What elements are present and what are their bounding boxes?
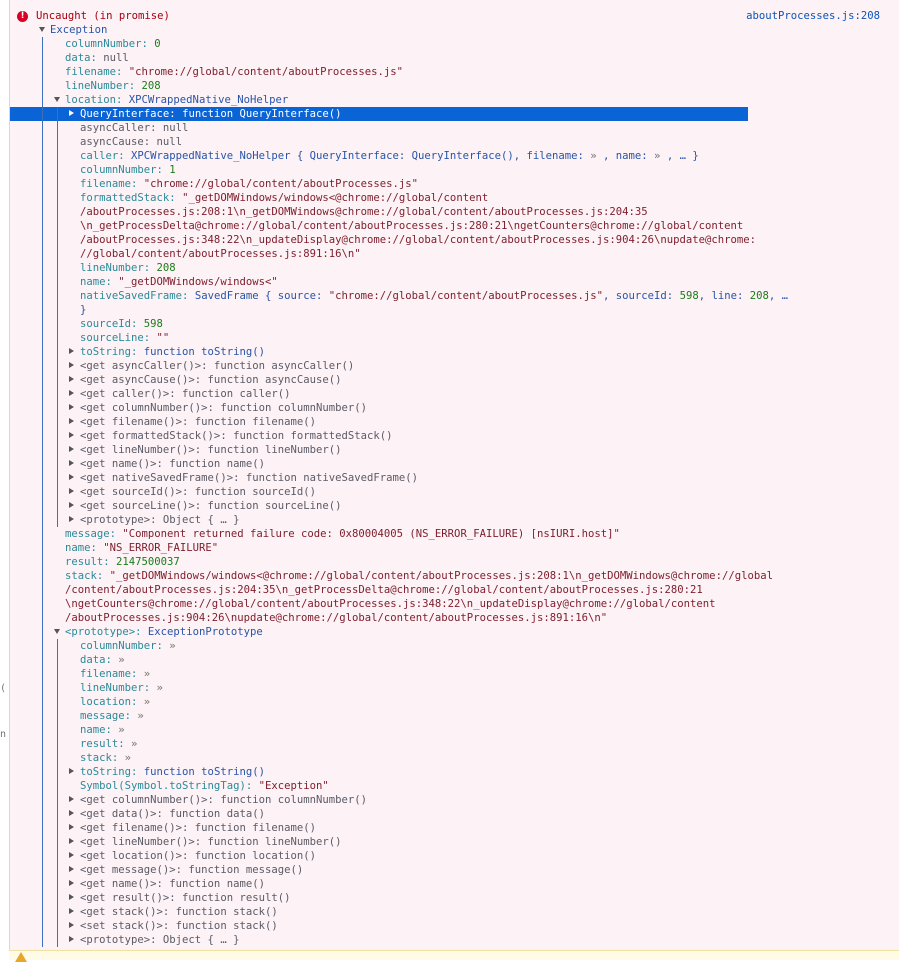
tree-node-text [80, 849, 316, 863]
tree-node-text [65, 51, 129, 65]
tree-node-token: data: [65, 52, 104, 64]
tree-node-token: "chrome://global/content/aboutProcesses.js" [128, 66, 404, 78]
tree-node-token: /content/aboutProcesses.js:204:35\n_getProcessDelta@chrome://global/content/aboutProcesses.js:280:21 [65, 584, 703, 596]
tree-node-token[interactable]: » [156, 682, 163, 694]
tree-node [10, 751, 899, 765]
tree-node-token: "Exception" [258, 780, 329, 792]
tree-node[interactable] [10, 821, 899, 835]
tree-node-token: asyncCaller: [80, 122, 163, 134]
tree-node-text [80, 135, 182, 149]
tree-node [10, 219, 899, 233]
tree-node-token: <get name()>: function name() [80, 458, 265, 470]
tree-node-token: lineNumber: [65, 80, 142, 92]
tree-node-text [50, 23, 107, 37]
tree-node-text [80, 807, 265, 821]
tree-node-text [80, 345, 265, 359]
tree-node [10, 723, 899, 737]
tree-node-token: caller: [80, 150, 132, 162]
expand-arrow-closed-icon[interactable] [69, 432, 74, 438]
tree-node-token: <get lineNumber()>: function lineNumber() [80, 444, 342, 456]
tree-node [10, 583, 899, 597]
tree-node [10, 149, 899, 163]
tree-node-token: Symbol(Symbol.toStringTag): [80, 780, 259, 792]
expand-arrow-closed-icon[interactable] [69, 908, 74, 914]
tree-node-token: columnNumber: [80, 640, 170, 652]
tree-node[interactable] [10, 765, 899, 779]
expand-arrow-closed-icon[interactable] [69, 880, 74, 886]
tree-node-token: , line: [698, 290, 750, 302]
tree-node [10, 247, 899, 261]
tree-node[interactable] [10, 877, 899, 891]
tree-indent-guide [57, 107, 58, 527]
tree-node-text [80, 107, 342, 121]
tree-node-token[interactable]: » [118, 654, 125, 666]
tree-node-text [65, 611, 607, 625]
tree-node [10, 681, 899, 695]
tree-node-text [65, 79, 161, 93]
tree-node-token: "chrome://global/content/aboutProcesses.js" [328, 290, 604, 302]
tree-node[interactable] [10, 905, 899, 919]
tree-node-text [80, 387, 290, 401]
tree-node-text [80, 177, 418, 191]
tree-node-text [80, 443, 342, 457]
tree-node-token: "_getDOMWindows/windows<@chrome://global/content [182, 192, 489, 204]
tree-node-text [80, 247, 361, 261]
tree-node-token: null [156, 136, 183, 148]
tree-node-token: location: [65, 94, 129, 106]
expand-arrow-closed-icon[interactable] [69, 838, 74, 844]
tree-node-token[interactable]: » [118, 724, 125, 736]
tree-node-text [80, 933, 239, 947]
tree-node-token: message: [65, 528, 123, 540]
tree-node-text [80, 821, 316, 835]
tree-node-token: <get filename()>: function filename() [80, 822, 316, 834]
tree-node-text [80, 919, 278, 933]
expand-arrow-closed-icon[interactable] [69, 824, 74, 830]
tree-node-text [80, 513, 239, 527]
tree-node [10, 611, 899, 625]
expand-arrow-closed-icon[interactable] [69, 390, 74, 396]
tree-node-token[interactable]: » [124, 752, 132, 764]
expand-arrow-open-icon[interactable] [54, 629, 60, 634]
tree-node-text [80, 723, 125, 737]
tree-node-text [80, 205, 648, 219]
tree-node-token: function toString() [143, 766, 265, 778]
tree-node-token[interactable]: » [137, 710, 144, 722]
expand-arrow-closed-icon[interactable] [69, 488, 74, 494]
tree-node [10, 555, 899, 569]
tree-node-token: filename: [65, 66, 129, 78]
tree-node-token: asyncCause: [80, 136, 157, 148]
tree-node-token: 2147500037 [116, 556, 180, 568]
tree-node-token: result: [80, 738, 132, 750]
tree-node[interactable] [10, 807, 899, 821]
tree-node-text [80, 303, 86, 317]
tree-node-token[interactable]: » [143, 668, 151, 680]
tree-node-token: , sourceId: [603, 290, 680, 302]
tree-node-token: <get sourceId()>: function sourceId() [80, 486, 316, 498]
expand-arrow-closed-icon[interactable] [69, 348, 74, 354]
tree-node-text [80, 485, 316, 499]
tree-node-token: <get asyncCaller()>: function asyncCaller() [80, 360, 355, 372]
tree-node [10, 569, 899, 583]
expand-arrow-closed-icon[interactable] [69, 362, 74, 368]
tree-node[interactable] [10, 387, 899, 401]
tree-node-token: name: [80, 276, 119, 288]
tree-node-token: "_getDOMWindows/windows<@chrome://global/content/aboutProcesses.js:208:1\n_getDOMWindows@chrome://global [109, 570, 773, 582]
tree-node-text [80, 289, 788, 303]
tree-node[interactable] [10, 793, 899, 807]
tree-node-text [65, 597, 716, 611]
tree-node[interactable] [10, 835, 899, 849]
tree-node [10, 639, 899, 653]
tree-node [10, 331, 899, 345]
tree-node-text [80, 499, 342, 513]
tree-node[interactable] [10, 849, 899, 863]
tree-node [10, 163, 899, 177]
tree-node-text [65, 527, 620, 541]
tree-node[interactable] [10, 485, 899, 499]
tree-node-token: location: [80, 696, 144, 708]
tree-node-text [80, 261, 176, 275]
tree-node [10, 653, 899, 667]
tree-node-token: stack: [80, 752, 125, 764]
tree-node-token: filename: [80, 668, 144, 680]
tree-node-text [65, 37, 161, 51]
tree-node-token: toString: [80, 766, 144, 778]
tree-node[interactable] [10, 345, 899, 359]
tree-node[interactable] [10, 373, 899, 387]
source-location-link[interactable]: aboutProcesses.js:208 [746, 10, 880, 22]
tree-node[interactable] [10, 919, 899, 933]
tree-node-token: <get formattedStack()>: function formattedStack() [80, 430, 393, 442]
expand-arrow-open-icon[interactable] [54, 97, 60, 102]
expand-arrow-closed-icon[interactable] [69, 502, 74, 508]
tree-node-token: <get message()>: function message() [80, 864, 304, 876]
tree-node-text [80, 149, 699, 163]
tree-node [10, 51, 899, 65]
tree-node-token: lineNumber: [80, 262, 157, 274]
tree-node [10, 275, 899, 289]
tree-node-token[interactable]: » [131, 738, 138, 750]
tree-node-token: stack: [65, 570, 110, 582]
tree-node [10, 667, 899, 681]
tree-node-token: lineNumber: [80, 682, 157, 694]
expand-arrow-closed-icon[interactable] [69, 460, 74, 466]
tree-node-token: "_getDOMWindows/windows<" [118, 276, 278, 288]
tree-node-token: /aboutProcesses.js:208:1\n_getDOMWindows@chrome://global/content/aboutProcesses.js:204:35 [80, 206, 648, 218]
tree-node-text [65, 541, 218, 555]
tree-node-text [80, 359, 354, 373]
tree-node-text [80, 681, 163, 695]
tree-node-token: name: [65, 542, 104, 554]
tree-node-text [80, 653, 125, 667]
tree-node-token: XPCWrappedNative_NoHelper [128, 94, 289, 106]
tree-node-text [80, 779, 329, 793]
tree-indent-guide [57, 639, 58, 947]
tree-node[interactable] [10, 429, 899, 443]
tree-node-token: <get location()>: function location() [80, 850, 316, 862]
tree-node-token: "NS_ERROR_FAILURE" [103, 542, 219, 554]
expand-arrow-closed-icon[interactable] [69, 936, 74, 942]
tree-node-token: <get stack()>: function stack() [80, 906, 278, 918]
tree-node-text [80, 331, 169, 345]
tree-node [10, 779, 899, 793]
expand-arrow-closed-icon[interactable] [69, 376, 74, 382]
tree-node-token: 598 [679, 290, 699, 302]
tree-node [10, 737, 899, 751]
tree-node[interactable] [10, 93, 899, 107]
tree-node-text [80, 863, 303, 877]
expand-arrow-closed-icon[interactable] [69, 866, 74, 872]
expand-arrow-closed-icon[interactable] [69, 418, 74, 424]
tree-node-text [80, 457, 265, 471]
tree-node-token: //global/content/aboutProcesses.js:891:16\n" [80, 248, 361, 260]
tree-node-token[interactable]: » [143, 696, 151, 708]
tree-node-text [80, 429, 393, 443]
expand-arrow-closed-icon[interactable] [69, 446, 74, 452]
tree-node-token: function toString() [143, 346, 265, 358]
tree-node-token: <get data()>: function data() [80, 808, 265, 820]
tree-node-text [80, 667, 150, 681]
tree-node [10, 233, 899, 247]
tree-node-text [80, 737, 137, 751]
tree-node[interactable] [10, 359, 899, 373]
tree-node-token: "chrome://global/content/aboutProcesses.js" [143, 178, 419, 190]
tree-node [10, 261, 899, 275]
expand-arrow-closed-icon[interactable] [69, 922, 74, 928]
tree-node-token: columnNumber: [80, 164, 170, 176]
error-title: Uncaught (in promise) [36, 10, 170, 22]
tree-node-text [80, 233, 756, 247]
tree-node[interactable] [10, 415, 899, 429]
tree-node [10, 65, 899, 79]
tree-node-selected[interactable] [10, 107, 748, 121]
tree-node [10, 205, 899, 219]
tree-node-token: nativeSavedFrame: [80, 290, 195, 302]
expand-arrow-closed-icon[interactable] [69, 796, 74, 802]
tree-node-token: , … [768, 290, 789, 302]
tree-node-text [80, 877, 265, 891]
error-icon: ! [17, 11, 28, 22]
left-edge-fragment: n [0, 729, 7, 740]
tree-node-token: <get name()>: function name() [80, 878, 265, 890]
tree-node-token: <get nativeSavedFrame()>: function nativeSavedFrame() [80, 472, 419, 484]
tree-node-text [80, 219, 743, 233]
tree-node [10, 695, 899, 709]
tree-node-token: 598 [143, 318, 163, 330]
tree-node-token[interactable]: » [590, 150, 597, 162]
tree-node-token: XPCWrappedNative_NoHelper { QueryInterface: QueryInterface(), filename: [131, 150, 591, 162]
tree-node-token: <prototype>: [65, 626, 148, 638]
tree-node-text [80, 415, 316, 429]
tree-node-text [80, 751, 131, 765]
tree-node-token: name: [80, 724, 119, 736]
tree-node-token: sourceLine: [80, 332, 157, 344]
expand-arrow-closed-icon[interactable] [69, 516, 74, 522]
tree-node-token: <get result()>: function result() [80, 892, 291, 904]
left-edge-fragment: ( [0, 683, 7, 694]
tree-node[interactable] [10, 625, 899, 639]
tree-node [10, 121, 899, 135]
tree-node-text [80, 695, 150, 709]
tree-node-token: } [80, 304, 87, 316]
tree-node-token: Exception [50, 24, 108, 36]
tree-node-text [80, 639, 176, 653]
tree-node-token: /aboutProcesses.js:904:26\nupdate@chrome://global/content/aboutProcesses.js:891:16\n" [65, 612, 608, 624]
tree-node[interactable] [10, 401, 899, 415]
tree-node-token: ExceptionPrototype [147, 626, 263, 638]
tree-node-text [65, 583, 703, 597]
expand-arrow-open-icon[interactable] [39, 27, 45, 32]
tree-node [10, 541, 899, 555]
tree-node-text [80, 905, 278, 919]
tree-node-token: <get columnNumber()>: function columnNumber() [80, 794, 368, 806]
console-message-error [9, 0, 899, 950]
tree-node-token: 208 [749, 290, 769, 302]
tree-node [10, 317, 899, 331]
warning-icon [15, 952, 27, 962]
tree-node-token: <prototype>: Object { … } [80, 934, 240, 946]
tree-node[interactable] [10, 457, 899, 471]
tree-node-token: null [103, 52, 129, 64]
tree-node-token: toString: [80, 346, 144, 358]
tree-node [10, 191, 899, 205]
tree-node[interactable] [10, 471, 899, 485]
tree-node-text [65, 93, 288, 107]
tree-node-token: "Component returned failure code: 0x80004005 (NS_ERROR_FAILURE) [nsIURI.host]" [122, 528, 620, 540]
tree-node-token: \n_getProcessDelta@chrome://global/content/aboutProcesses.js:280:21\ngetCounters@chrome://global/content [80, 220, 744, 232]
tree-node-text [80, 765, 265, 779]
tree-node-token[interactable]: » [169, 640, 176, 652]
tree-node-text [65, 555, 180, 569]
tree-node-token: data: [80, 654, 119, 666]
tree-node [10, 135, 899, 149]
tree-node-token: /aboutProcesses.js:348:22\n_updateDisplay@chrome://global/content/aboutProcesses.js:904:26\nupdate@chrome: [80, 234, 757, 246]
expand-arrow-closed-icon[interactable] [69, 474, 74, 480]
tree-node [10, 527, 899, 541]
tree-node-token: formattedStack: [80, 192, 183, 204]
tree-node-text [80, 471, 418, 485]
tree-node-token: , … } [660, 150, 699, 162]
tree-node-token: sourceId: [80, 318, 144, 330]
tree-node-token: function QueryInterface() [182, 108, 342, 120]
tree-node[interactable] [10, 863, 899, 877]
tree-node-text [80, 191, 488, 205]
expand-arrow-closed-icon[interactable] [69, 894, 74, 900]
tree-node[interactable] [10, 23, 899, 37]
tree-node[interactable] [10, 443, 899, 457]
tree-node-token: SavedFrame { source: [194, 290, 329, 302]
tree-node [10, 79, 899, 93]
tree-node-token: QueryInterface: [80, 108, 183, 120]
tree-node-token: <set stack()>: function stack() [80, 920, 278, 932]
expand-arrow-closed-icon[interactable] [69, 810, 74, 816]
tree-node [10, 597, 899, 611]
tree-node-token: \ngetCounters@chrome://global/content/aboutProcesses.js:348:22\n_updateDisplay@chrome://global/content [65, 598, 716, 610]
expand-arrow-closed-icon[interactable] [69, 768, 74, 774]
tree-node-token: , name: [596, 150, 655, 162]
tree-node-token: 208 [156, 262, 176, 274]
tree-node-token: <get caller()>: function caller() [80, 388, 291, 400]
tree-node-token: <get lineNumber()>: function lineNumber() [80, 836, 342, 848]
tree-indent-guide [42, 37, 43, 947]
tree-node-token: result: [65, 556, 117, 568]
tree-node-text [80, 835, 342, 849]
tree-node-token: null [162, 122, 189, 134]
tree-node-text [80, 373, 342, 387]
expand-arrow-closed-icon[interactable] [69, 110, 74, 116]
tree-node-token: 0 [154, 38, 161, 50]
tree-node[interactable] [10, 513, 899, 527]
tree-node-token: "" [156, 332, 170, 344]
tree-node-token: <get columnNumber()>: function columnNumber() [80, 402, 368, 414]
tree-node-text [80, 891, 290, 905]
tree-node [10, 289, 899, 303]
tree-node-text [80, 709, 144, 723]
tree-node-text [80, 275, 278, 289]
expand-arrow-closed-icon[interactable] [69, 404, 74, 410]
tree-node-text [65, 625, 263, 639]
tree-node-token: <prototype>: Object { … } [80, 514, 240, 526]
tree-node-token: 1 [169, 164, 176, 176]
tree-node [10, 709, 899, 723]
tree-node[interactable] [10, 933, 899, 947]
tree-node-text [80, 793, 367, 807]
tree-node-text [80, 401, 367, 415]
tree-node-text [80, 121, 188, 135]
tree-node-token: columnNumber: [65, 38, 155, 50]
tree-node[interactable] [10, 499, 899, 513]
tree-node[interactable] [10, 891, 899, 905]
expand-arrow-closed-icon[interactable] [69, 852, 74, 858]
tree-node-text [65, 569, 773, 583]
tree-node-text [80, 163, 176, 177]
tree-node-token: <get filename()>: function filename() [80, 416, 316, 428]
tree-node-text [80, 317, 163, 331]
tree-node [10, 303, 899, 317]
tree-node-token: filename: [80, 178, 144, 190]
tree-node [10, 37, 899, 51]
tree-node-token: <get asyncCause()>: function asyncCause() [80, 374, 342, 386]
tree-node-token: message: [80, 710, 138, 722]
tree-node-token[interactable]: » [654, 150, 661, 162]
tree-node-text [65, 65, 403, 79]
tree-node [10, 177, 899, 191]
tree-node-token: 208 [141, 80, 161, 92]
tree-node-token: <get sourceLine()>: function sourceLine() [80, 500, 342, 512]
